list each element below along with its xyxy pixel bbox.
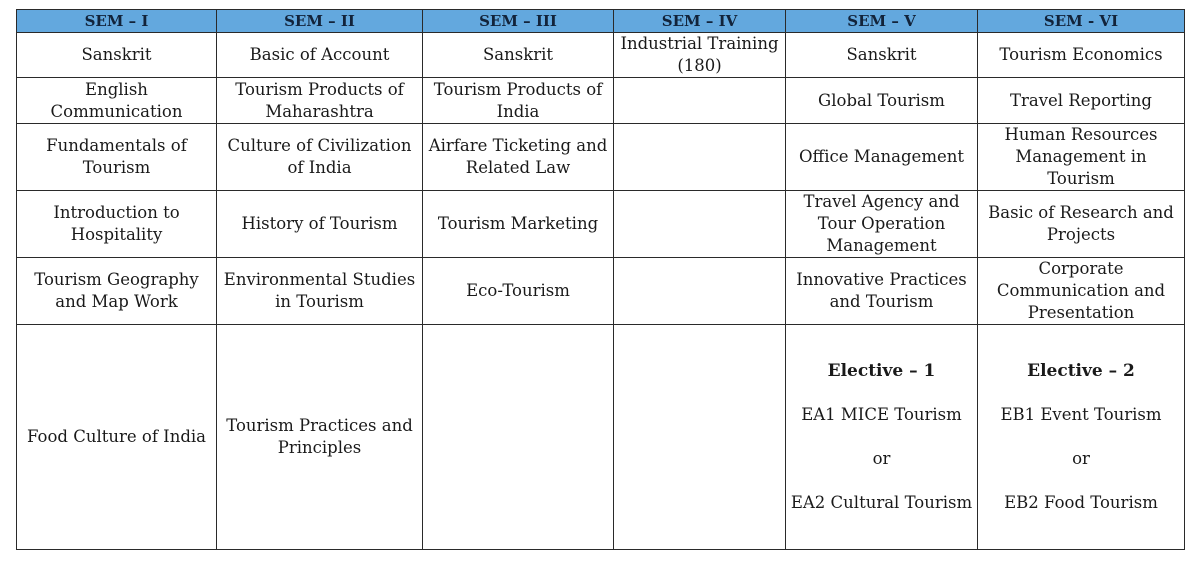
elective-2-cell bbox=[978, 325, 1185, 550]
table-cell: Sanskrit bbox=[17, 33, 217, 78]
table-cell bbox=[614, 191, 786, 258]
table-row-electives bbox=[17, 325, 1185, 550]
table-cell: Tourism Economics bbox=[978, 33, 1185, 78]
table-cell: Office Management bbox=[786, 124, 978, 191]
table-cell: Tourism Geography and Map Work bbox=[17, 258, 217, 325]
elective-1-cell bbox=[786, 325, 978, 550]
syllabus-table bbox=[16, 9, 1185, 550]
table-cell: English Communication bbox=[17, 78, 217, 124]
elective-1-block bbox=[788, 360, 975, 514]
table-cell: Tourism Practices and Principles bbox=[217, 325, 423, 550]
header-sem-2: SEM – II bbox=[217, 10, 423, 33]
table-cell: Tourism Products of Maharashtra bbox=[217, 78, 423, 124]
elective-1-option-a: EA1 MICE Tourism bbox=[801, 405, 962, 424]
header-sem-6: SEM - VI bbox=[978, 10, 1185, 33]
header-sem-4: SEM – IV bbox=[614, 10, 786, 33]
header-row bbox=[17, 10, 1185, 33]
elective-2-or: or bbox=[1072, 449, 1090, 468]
table-cell bbox=[423, 325, 614, 550]
header-sem-3: SEM – III bbox=[423, 10, 614, 33]
table-cell: Food Culture of India bbox=[17, 325, 217, 550]
table-cell bbox=[614, 78, 786, 124]
table-row bbox=[17, 258, 1185, 325]
table-cell: Industrial Training (180) bbox=[614, 33, 786, 78]
elective-1-or: or bbox=[872, 449, 891, 468]
table-cell: Airfare Ticketing and Related Law bbox=[423, 124, 614, 191]
elective-2-block bbox=[980, 360, 1182, 514]
table-cell: Basic of Research and Projects bbox=[978, 191, 1185, 258]
table-cell: History of Tourism bbox=[217, 191, 423, 258]
table-cell bbox=[614, 124, 786, 191]
table-cell: Eco-Tourism bbox=[423, 258, 614, 325]
elective-2-option-a: EB1 Event Tourism bbox=[1000, 405, 1162, 424]
table-row bbox=[17, 33, 1185, 78]
table-cell: Tourism Products of India bbox=[423, 78, 614, 124]
table-cell: Travel Reporting bbox=[978, 78, 1185, 124]
table-cell: Sanskrit bbox=[423, 33, 614, 78]
table-cell: Global Tourism bbox=[786, 78, 978, 124]
table-cell bbox=[614, 258, 786, 325]
table-cell: Sanskrit bbox=[786, 33, 978, 78]
table-cell bbox=[614, 325, 786, 550]
table-cell: Fundamentals of Tourism bbox=[17, 124, 217, 191]
table-cell: Tourism Marketing bbox=[423, 191, 614, 258]
elective-1-option-b: EA2 Cultural Tourism bbox=[790, 493, 973, 512]
table-cell: Travel Agency and Tour Operation Management bbox=[786, 191, 978, 258]
table-cell: Introduction to Hospitality bbox=[17, 191, 217, 258]
table-cell: Innovative Practices and Tourism bbox=[786, 258, 978, 325]
header-sem-5: SEM – V bbox=[786, 10, 978, 33]
table-row bbox=[17, 78, 1185, 124]
table-cell: Culture of Civilization of India bbox=[217, 124, 423, 191]
table-cell: Environmental Studies in Tourism bbox=[217, 258, 423, 325]
elective-2-option-b: EB2 Food Tourism bbox=[1004, 493, 1158, 512]
header-sem-1: SEM – I bbox=[17, 10, 217, 33]
table-cell: Human Resources Management in Tourism bbox=[978, 124, 1185, 191]
table-cell: Corporate Communication and Presentation bbox=[978, 258, 1185, 325]
table-row bbox=[17, 191, 1185, 258]
table-cell: Basic of Account bbox=[217, 33, 423, 78]
table-row bbox=[17, 124, 1185, 191]
elective-1-title: Elective – 1 bbox=[827, 361, 936, 381]
elective-2-title: Elective – 2 bbox=[1027, 361, 1135, 381]
